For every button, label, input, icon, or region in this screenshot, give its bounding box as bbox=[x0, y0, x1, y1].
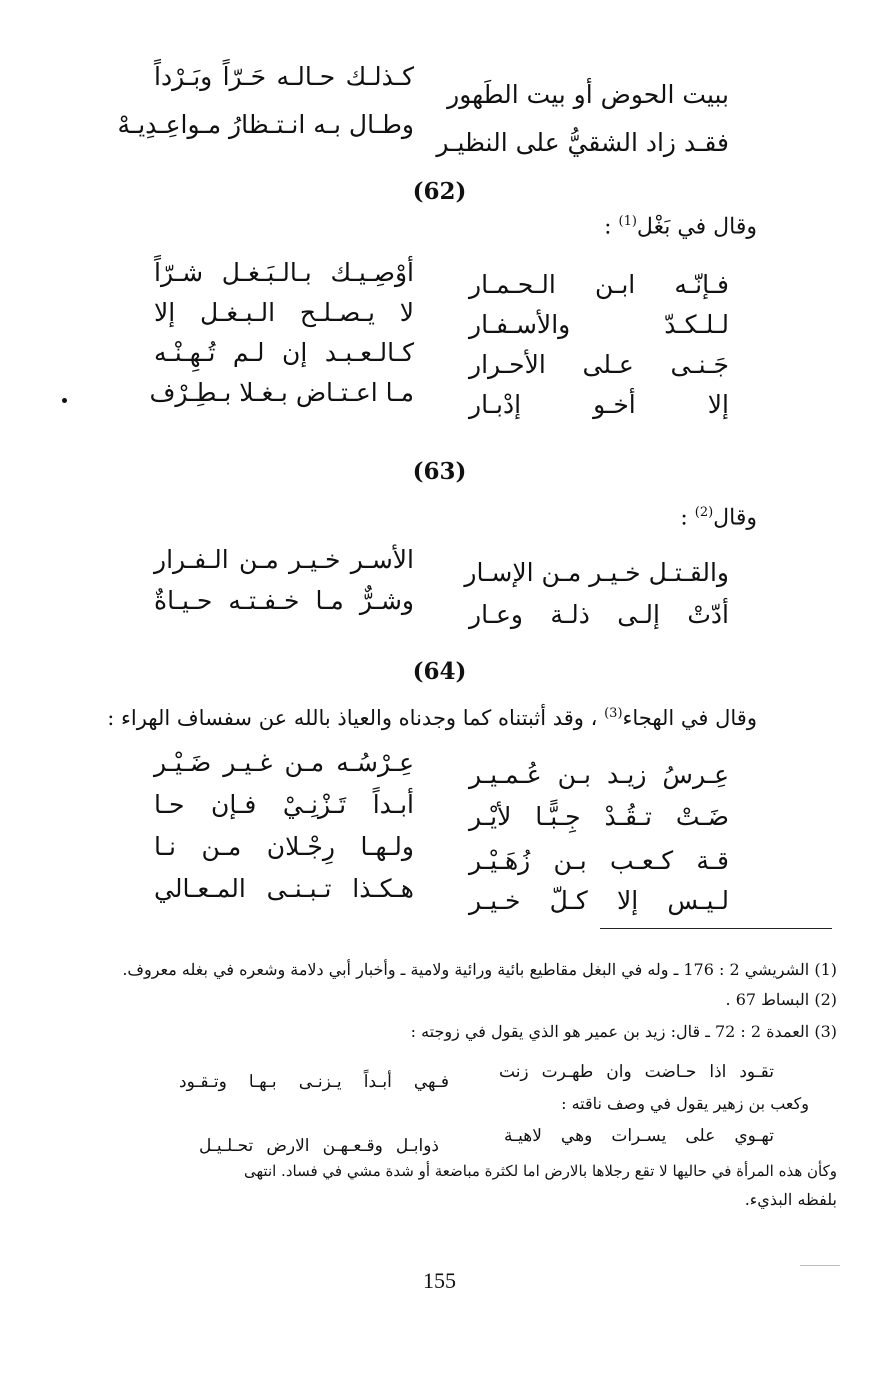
footnote-verse-first: تهـوي على يسـرات وهي لاهيـة bbox=[504, 1126, 774, 1146]
verse-second-hemistich: جَـنـى عـلى الأحـرار bbox=[469, 350, 729, 379]
poem-number: (64) bbox=[412, 658, 467, 685]
footnote-3: (3) العمدة 2 : 72 ـ قال: زيد بن عمير هو الذي يقول في زوجته : bbox=[410, 1022, 837, 1041]
footnote-text-line: وكأن هذه المرأة في حاليها لا تقع رجلاها بالارض اما لكثرة مباضعة أو شدة مشي في فساد. انتهى bbox=[244, 1162, 837, 1180]
verse-second-hemistich: أدّتْ إلـى ذلـة وعـار bbox=[469, 600, 729, 629]
footnote-separator bbox=[600, 928, 832, 929]
verse-first-hemistich: وطـال بـه انـتـظارُ مـواعِـدِيـهْ bbox=[117, 110, 414, 139]
verse-first-hemistich: كـالـعـبـد إن لـم تُـهِـنْـه bbox=[154, 338, 414, 367]
poem-intro-line: وقال في الهجاء$^{(3)}$ ، وقد أثبتناه كما وجدناه والعياذ بالله عن سفساف الهراء : bbox=[107, 706, 757, 730]
footnote-ref: (2) bbox=[694, 505, 714, 520]
scan-mark bbox=[800, 1265, 840, 1266]
poem-intro: وقال في بَغْل$^{(1)}$ : bbox=[604, 214, 757, 240]
verse-first-hemistich: عِـرْسُـه مـن غـيـر ضَـيْـر bbox=[154, 748, 414, 777]
stray-mark bbox=[62, 398, 67, 403]
verse-second-hemistich: لـلـكـدّ والأسـفـار bbox=[469, 310, 729, 339]
page-number: 155 bbox=[423, 1268, 456, 1293]
poem-intro: وقال$^{(2)}$ : bbox=[680, 505, 757, 531]
verse-first-hemistich: أوْصِـيـك بـالـبَـغـل شـرّاً bbox=[154, 258, 414, 287]
footnote-ref: (1) bbox=[618, 214, 637, 229]
footnote-text-line: بلفظه البذيء. bbox=[744, 1190, 837, 1209]
verse-first-hemistich: كـذلـك حـالـه حَـرّاً وبَـرْداً bbox=[154, 62, 414, 91]
verse-second-hemistich: فقـد زاد الشقيُّ على النظيـر bbox=[436, 128, 729, 157]
footnote-ref: (3) bbox=[604, 706, 623, 721]
verse-second-hemistich: لـيـس إلا كـلّ خـيـر bbox=[469, 886, 729, 915]
verse-second-hemistich: ببيت الحوض أو بيت الطَهور bbox=[447, 80, 729, 109]
verse-second-hemistich: ضَـتْ تـقُـدْ جِـبًّـا لأيْـر bbox=[469, 802, 729, 831]
verse-second-hemistich: فـإنّـه ابـن الـحـمـار bbox=[469, 270, 729, 299]
footnote-verse-first: تقـود اذا حـاضت وان طهـرت زنت bbox=[499, 1062, 774, 1082]
footnote-2: (2) البساط 67 . bbox=[725, 990, 837, 1009]
verse-second-hemistich: قـة كـعـب بـن زُهَـيْـر bbox=[469, 846, 729, 875]
verse-first-hemistich: لا يـصـلـح الـبـغـل إلا bbox=[154, 298, 414, 327]
verse-first-hemistich: الأسـر خـيـر مـن الـفـرار bbox=[154, 545, 414, 574]
footnote-text-line: وكعب بن زهير يقول في وصف ناقته : bbox=[561, 1094, 809, 1113]
verse-first-hemistich: هـكـذا تـبـنـى المـعـالي bbox=[154, 874, 414, 903]
verse-first-hemistich: أبـداً تَـزْنِـيْ فـإن حـا bbox=[154, 790, 414, 819]
poem-number: (62) bbox=[412, 178, 467, 205]
footnote-verse-second: ذوابـل وقـعـهـن الارض تحـلـيـل bbox=[199, 1136, 439, 1156]
verse-first-hemistich: ولـهـا رِجْـلان مـن نـا bbox=[154, 832, 414, 861]
verse-second-hemistich: عِـرسُ زيـد بـن عُـمـيـر bbox=[469, 760, 729, 789]
verse-first-hemistich: مـا اعـتـاض بـغـلا بـطِـرْف bbox=[149, 378, 414, 407]
footnote-1: (1) الشريشي 2 : 176 ـ وله في البغل مقاطيع بائية ورائية ولامية ـ وأخبار أبي دلامة وشعره في بغله معروف. bbox=[122, 960, 837, 979]
poem-number: (63) bbox=[412, 458, 467, 485]
verse-second-hemistich: إلا أخـو إدْبـار bbox=[469, 390, 729, 419]
verse-second-hemistich: والقـتـل خـيـر مـن الإسـار bbox=[464, 558, 729, 587]
verse-first-hemistich: وشـرٌّ مـا خـفـتـه حـيـاةٌ bbox=[154, 586, 414, 615]
footnote-verse-second: فـهي أبـداً يـزنـى بـهـا وتـقـود bbox=[179, 1072, 449, 1092]
